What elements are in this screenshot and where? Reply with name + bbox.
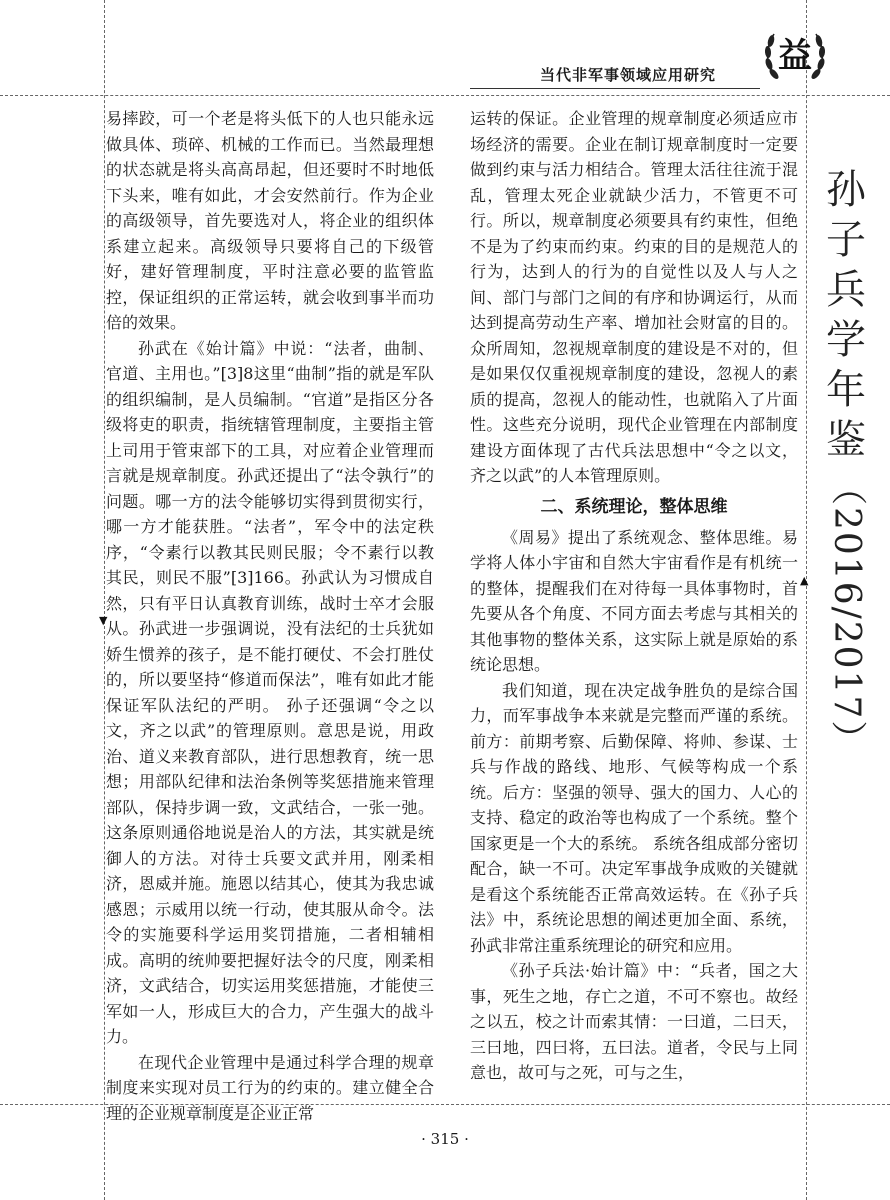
- svg-text:益: 益: [778, 36, 812, 76]
- header-rule: [470, 88, 760, 89]
- paragraph: 在现代企业管理中是通过科学合理的规章制度来实现对员工行为的约束的。建立健全合理的企业规章制度是企业正常: [106, 1052, 434, 1123]
- page-number: · 315 ·: [421, 1130, 469, 1148]
- side-title-char: 年: [826, 367, 866, 413]
- side-title-char: 子: [826, 217, 866, 263]
- left-text-column: [106, 106, 434, 1126]
- section-heading: 二、系统理论，整体思维: [540, 496, 728, 517]
- paragraph: 易摔跤，可一个老是将头低下的人也只能永远做具体、琐碎、机械的工作而已。当然最理想的状态就是将头高高昂起，但还要时不时地低下头来，唯有如此，才会安然前行。作为企业的高级领导，首先要选对人，将企业的组织体系建立起来。高级领导只要将自己的下级管好，建好管理制度，平时注意必要的监管监控，保证组织的正常运转，就会收到事半而功倍的效果。: [106, 109, 434, 332]
- side-title-char: 孙: [826, 167, 866, 213]
- crop-line-right: [806, 0, 807, 1200]
- side-title-char: 学: [826, 317, 866, 363]
- right-text-column: [470, 106, 798, 1086]
- side-title-year: （2016/2017）: [826, 469, 867, 759]
- paragraph: 孙武在《始计篇》中说：“法者，曲制、官道、主用也。”[3]8这里“曲制”指的就是军队的组织编制，是人员编制。“官道”是指区分各级将吏的职责，指统辖管理制度，主要指主管上司用于管束部下的工具，对应着企业管理而言就是规章制度。孙武还提出了“法令孰行”的问题。哪一方的法令能够切实得到贯彻实行，哪一方才能获胜。“法者”，军令中的法定秩序，“令素行以教其民则民服；令不素行以教其民，则民不服”[3]166。孙武认为习惯成自然，只有平日认真教育训练，战时士卒才会服从。孙武进一步强调说，没有法纪的士兵犹如娇生惯养的孩子，是不能打硬仗、不会打胜仗的，所以要坚持“修道而保法”，唯有如此才能保证军队法纪的严明。 孙子还强调“令之以文，齐之以武”的管理原则。意思是说，用政治、道义来教育部队，进行思想教育，统一思想；用部队纪律和法治条例等奖惩措施来管理部队，保持步调一致，文武结合，一张一弛。这条原则通俗地说是治人的方法，其实就是统御人的方法。对待士兵要文武并用，刚柔相济，恩威并施。施恩以结其心，使其为我忠诚感恩；示威用以统一行动，使其服从命令。法令的实施要科学运用奖罚措施，二者相辅相成。高明的统帅要把握好法令的尺度，刚柔相济，文武结合，切实运用奖惩措施，才能使三军如一人，形成巨大的合力，产生强大的战斗力。: [106, 338, 434, 1046]
- paragraph: 运转的保证。企业管理的规章制度必须适应市场经济的需要。企业在制订规章制度时一定要做到约束与活力相结合。管理太活往往流于混乱，管理太死企业就缺少活力，不管更不可行。所以，规章制度必须要具有约束性，但绝不是为了约束而约束。约束的目的是规范人的行为，达到人的行为的自觉性以及人与人之间、部门与部门之间的有序和协调运行，从而达到提高劳动生产率、增加社会财富的目的。众所周知，忽视规章制度的建设是不对的，但是如果仅仅重视规章制度的建设，忽视人的素质的提高，忽视人的能动性，也就陷入了片面性。这些充分说明，现代企业管理在内部制度建设方面体现了古代兵法思想中“令之以文，齐之以武”的人本管理原则。: [470, 109, 798, 485]
- crop-line-left: [104, 0, 105, 1200]
- up-arrow-icon: ▲: [800, 574, 809, 587]
- down-arrow-icon: ▼: [99, 614, 108, 627]
- side-title-char: 鉴: [826, 417, 866, 463]
- paragraph: 《周易》提出了系统观念、整体思维。易学将人体小宇宙和自然大宇宙看作是有机统一的整体，提醒我们在对待每一具体事物时，首先要从各个角度、不同方面去考虑与其相关的其他事物的整体关系，这实际上就是原始的系统论思想。: [470, 527, 798, 674]
- paragraph: 《孙子兵法·始计篇》中：“兵者，国之大事，死生之地，存亡之道，不可不察也。故经之以五，校之计而索其情：一曰道，二曰天，三曰地，四曰将，五曰法。道者，令民与上同意也，故可与之死，可与之生，: [470, 961, 798, 1082]
- laurel-emblem-icon: [760, 20, 830, 90]
- side-title-char: 兵: [826, 267, 866, 313]
- paragraph: 我们知道，现在决定战争胜负的是综合国力，而军事战争本来就是完整而严谨的系统。前方：前期考察、后勤保障、将帅、参谋、士兵与作战的路线、地形、气候等构成一个系统。后方：坚强的领导、强大的国力、人心的支持、稳定的政治等也构成了一个系统。整个国家更是一个大的系统。 系统各组成部分密切配合，缺一不可。决定军事战争成败的关键就是看这个系统能否正常高效运转。在《孙子兵法》中，系统论思想的阐述更加全面、系统，孙武非常注重系统理论的研究和应用。: [470, 680, 798, 955]
- yearbook-side-title: [818, 165, 874, 758]
- crop-line-top: [0, 95, 890, 96]
- running-title: 当代非军事领域应用研究: [540, 66, 717, 84]
